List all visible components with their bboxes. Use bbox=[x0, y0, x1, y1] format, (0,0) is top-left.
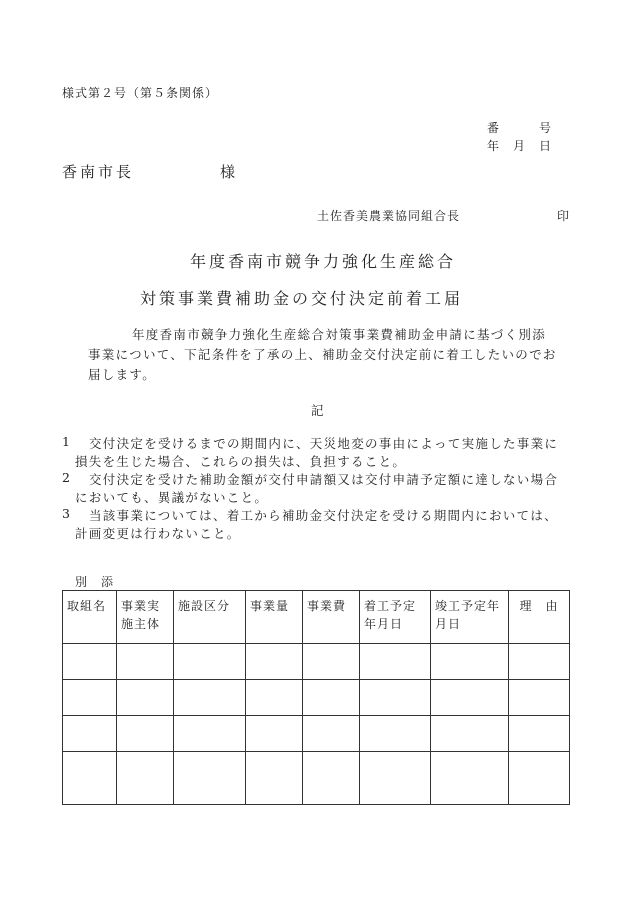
addressee-city: 香南市長 bbox=[62, 163, 135, 181]
ki-heading: 記 bbox=[311, 403, 325, 418]
condition-number: 3 bbox=[62, 506, 72, 521]
table-header-cell: 事業費 bbox=[303, 591, 360, 644]
date-label: 年 月 日 bbox=[487, 139, 553, 153]
table-header-cell: 事業実施主体 bbox=[117, 591, 174, 644]
condition-text: 交付決定を受けるまでの期間内に、天災地変の事由によって実施した事業に bbox=[89, 436, 559, 451]
table-row bbox=[63, 752, 570, 805]
condition-text: においても、異議がないこと。 bbox=[75, 490, 269, 505]
applicant-name: 土佐香美農業協同組合長 bbox=[317, 209, 461, 223]
intro-line-2: 事業について、下記条件を了承の上、補助金交付決定前に着工したいのでお bbox=[88, 347, 557, 362]
seal-mark: 印 bbox=[557, 209, 571, 223]
condition-number: 2 bbox=[62, 470, 72, 485]
intro-line-1: 年度香南市競争力強化生産総合対策事業費補助金申請に基づく別添 bbox=[132, 327, 547, 342]
title-line-2: 対策事業費補助金の交付決定前着工届 bbox=[140, 289, 464, 308]
table-header-cell: 理 由 bbox=[509, 591, 570, 644]
condition-text: 損失を生じた場合、これらの損失は、負担すること。 bbox=[75, 454, 407, 469]
table-header-cell: 事業量 bbox=[246, 591, 303, 644]
table-header-cell: 取組名 bbox=[63, 591, 117, 644]
table-header-row bbox=[63, 591, 570, 644]
condition-text: 計画変更は行わないこと。 bbox=[75, 526, 241, 541]
table-row bbox=[63, 716, 570, 752]
table-row bbox=[63, 644, 570, 680]
table-header-cell: 着工予定年月日 bbox=[360, 591, 431, 644]
table-row bbox=[63, 680, 570, 716]
condition-text: 交付決定を受けた補助金額が交付申請額又は交付申請予定額に達しない場合 bbox=[89, 472, 559, 487]
addressee-honorific: 様 bbox=[220, 163, 239, 181]
table-header-cell: 竣工予定年月日 bbox=[431, 591, 509, 644]
title-line-1: 年度香南市競争力強化生産総合 bbox=[190, 252, 457, 271]
table-header-cell: 施設区分 bbox=[174, 591, 246, 644]
document-number-label: 番 号 bbox=[487, 121, 553, 135]
form-number: 様式第２号（第５条関係） bbox=[62, 86, 219, 100]
condition-number: 1 bbox=[62, 434, 72, 449]
attachment-table bbox=[62, 590, 570, 805]
condition-text: 当該事業については、着工から補助金交付決定を受ける期間内においては、 bbox=[89, 508, 558, 523]
intro-line-3: 届します。 bbox=[88, 367, 157, 382]
attachment-label: 別 添 bbox=[75, 575, 115, 589]
